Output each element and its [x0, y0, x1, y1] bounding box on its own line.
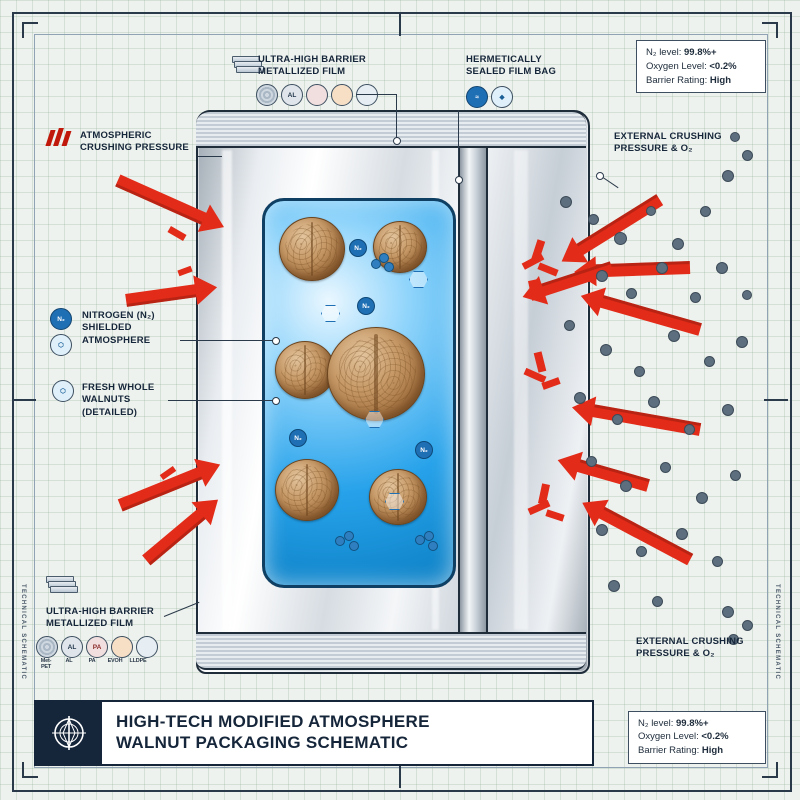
debris-particle: [612, 414, 623, 425]
debris-particle: [646, 206, 656, 216]
chip-lldpe[interactable]: [356, 84, 378, 106]
leader-anchor: [393, 137, 401, 145]
debris-particle: [586, 456, 597, 467]
edge-label-left: TECHNICAL SCHEMATIC: [20, 583, 26, 680]
callout-nitrogen: [82, 310, 155, 347]
walnut: [327, 327, 425, 421]
debris-particle: [742, 620, 753, 631]
callout-line: NITROGEN (N₂): [82, 310, 155, 321]
debris-particle: [660, 462, 671, 473]
callout-line: CRUSHING PRESSURE: [80, 142, 189, 154]
material-chip-labels: [36, 658, 148, 670]
spec-value: <0.2%: [701, 731, 729, 743]
debris-particle: [634, 366, 645, 377]
chip-met-pet[interactable]: [256, 84, 278, 106]
walnut: [275, 341, 335, 399]
chip-evoh[interactable]: [331, 84, 353, 106]
debris-particle: [636, 546, 647, 557]
leader-line: [458, 110, 459, 178]
spec-label: Oxygen Level:: [638, 731, 699, 743]
spec-value: 99.8%+: [676, 717, 709, 729]
impact-burst-mid: [524, 352, 564, 406]
debris-particle: [596, 524, 608, 536]
debris-particle: [560, 196, 572, 208]
edge-label-right: TECHNICAL SCHEMATIC: [774, 583, 780, 680]
callout-line: SEALED FILM BAG: [466, 66, 557, 78]
callout-film-top: [258, 54, 366, 79]
seal-chip-row: [466, 86, 513, 108]
debris-particle: [730, 470, 741, 481]
spec-label: N₂ level:: [646, 47, 682, 58]
debris-particle: [626, 288, 637, 299]
gas-cluster: [415, 531, 437, 549]
debris-particle: [600, 344, 612, 356]
debris-particle: [620, 480, 632, 492]
chip-label-al: AL: [65, 658, 73, 664]
pouch-fin-seal: [458, 110, 488, 670]
seal-icon-chip[interactable]: ≈: [466, 86, 488, 108]
chip-al[interactable]: AL: [61, 636, 83, 658]
impact-burst-upper: [520, 240, 560, 300]
callout-line: (DETAILED): [82, 406, 138, 418]
debris-particle: [716, 262, 728, 274]
hex-molecule: [321, 305, 340, 322]
callout-film-bottom: [46, 606, 154, 631]
debris-particle: [722, 404, 734, 416]
tick-left: [12, 399, 36, 401]
callout-line: FRESH WHOLE: [82, 382, 155, 393]
corner-mark-br: [762, 762, 778, 778]
callout-line: EXTERNAL CRUSHING: [614, 131, 722, 142]
callout-line: ATMOSPHERIC: [80, 130, 152, 141]
debris-particle: [712, 556, 723, 567]
compass-rose-icon: [36, 702, 102, 764]
nitrogen-molecule: N₂: [415, 441, 433, 459]
leader-line: [356, 94, 396, 95]
spec-row: [646, 60, 756, 74]
callout-crushing-pressure: [80, 130, 189, 155]
callout-external-right-bottom: [636, 636, 744, 661]
debris-particle: [614, 232, 627, 245]
callout-line: ULTRA-HIGH BARRIER: [258, 54, 366, 65]
spec-value: <0.2%: [709, 60, 737, 72]
corner-mark-tr: [762, 22, 778, 38]
chip-label-evoh: EVOH: [107, 658, 123, 664]
nitrogen-molecule: N₂: [289, 429, 307, 447]
nitrogen-molecule: N₂: [357, 297, 375, 315]
debris-particle: [574, 392, 586, 404]
leader-anchor: [272, 337, 280, 345]
callout-line: EXTERNAL CRUSHING: [636, 636, 744, 647]
chip-label-met-pet: Met-PET: [40, 658, 52, 670]
chip-hex[interactable]: ⬡: [50, 334, 72, 356]
chip-label-lldpe: LLDPE: [129, 658, 147, 664]
spec-value: 99.8%+: [684, 47, 717, 58]
pressure-bolts-icon: [48, 128, 74, 150]
callout-line: METALLIZED FILM: [46, 618, 134, 630]
leader-anchor: [596, 172, 604, 180]
debris-particle: [742, 150, 753, 161]
spec-label: Oxygen Level:: [646, 60, 707, 72]
callout-line: PRESSURE & O₂: [636, 648, 715, 660]
spec-value: High: [701, 745, 723, 757]
leader-line: [198, 156, 222, 157]
spec-label: Barrier Rating:: [646, 74, 708, 86]
debris-particle: [696, 492, 708, 504]
transparent-window: [262, 198, 456, 588]
callout-line: METALLIZED FILM: [258, 66, 346, 78]
callout-line: HERMETICALLY: [466, 54, 542, 65]
tick-top: [399, 12, 401, 36]
debris-particle: [608, 580, 620, 592]
chip-pa[interactable]: [306, 84, 328, 106]
leader-line: [396, 94, 397, 140]
material-chip-row-top: [256, 84, 378, 106]
tick-right: [764, 399, 788, 401]
walnut: [279, 217, 345, 281]
spec-panel-top: [636, 40, 766, 93]
debris-particle: [588, 214, 599, 225]
debris-particle: [676, 528, 688, 540]
callout-sealed-bag: [466, 54, 556, 79]
pouch-top-seal: [196, 110, 586, 148]
gas-cluster: [335, 531, 357, 549]
chip-evoh[interactable]: [111, 636, 133, 658]
film-layer-stack-icon: [46, 576, 76, 598]
leader-anchor: [455, 176, 463, 184]
debris-particle: [656, 262, 668, 274]
corner-mark-tl: [22, 22, 38, 38]
walnut: [275, 459, 339, 521]
spec-label: Barrier Rating:: [638, 745, 700, 757]
debris-particle: [668, 330, 680, 342]
droplet-icon-chip[interactable]: ◆: [491, 86, 513, 108]
title-line-2: WALNUT PACKAGING SCHEMATIC: [116, 733, 409, 752]
leader-anchor: [272, 397, 280, 405]
leader-line: [168, 400, 276, 401]
title-block: [34, 700, 594, 766]
chip-al[interactable]: AL: [281, 84, 303, 106]
spec-row: [646, 46, 756, 60]
pouch-bottom-seal: [196, 632, 586, 670]
spec-row: [638, 730, 756, 744]
gas-cluster: [371, 253, 393, 271]
debris-particle: [704, 356, 715, 367]
callout-walnuts: [82, 382, 154, 419]
debris-particle: [684, 424, 695, 435]
callout-line: WALNUTS: [82, 394, 131, 406]
callout-line: SHIELDED: [82, 322, 132, 334]
impact-burst-lower: [528, 484, 568, 538]
debris-particle: [736, 336, 748, 348]
hex-shell-icon: [52, 380, 74, 402]
title-line-1: HIGH-TECH MODIFIED ATMOSPHERE: [116, 712, 430, 732]
nitrogen-molecule-icon: [50, 308, 72, 356]
spec-row: [638, 744, 756, 758]
chip-met-pet[interactable]: [36, 636, 58, 658]
nitrogen-molecule: N₂: [349, 239, 367, 257]
chip-walnut-hex[interactable]: ⬡: [52, 380, 74, 402]
debris-particle: [564, 320, 575, 331]
chip-label-pa: PA: [88, 658, 96, 664]
debris-particle: [596, 270, 608, 282]
debris-particle: [652, 596, 663, 607]
tick-bottom: [399, 764, 401, 788]
spec-row: [646, 74, 756, 88]
leader-line: [180, 340, 276, 341]
debris-particle: [672, 238, 684, 250]
chip-lldpe[interactable]: [136, 636, 158, 658]
debris-particle: [730, 132, 740, 142]
spec-row: [638, 717, 756, 731]
callout-line: ULTRA-HIGH BARRIER: [46, 606, 154, 617]
chip-n2[interactable]: N₂: [50, 308, 72, 330]
hex-molecule: [409, 271, 428, 288]
chip-pa[interactable]: PA: [86, 636, 108, 658]
callout-external-right-top: [614, 131, 722, 156]
spec-panel-bottom: [628, 711, 766, 764]
debris-particle: [722, 170, 734, 182]
debris-particle: [742, 290, 752, 300]
material-chip-row-bottom: [36, 636, 158, 658]
debris-particle: [690, 292, 701, 303]
callout-line: PRESSURE & O₂: [614, 143, 693, 155]
debris-particle: [700, 206, 711, 217]
callout-line: ATMOSPHERE: [82, 334, 151, 346]
debris-particle: [648, 396, 660, 408]
spec-label: N₂ level:: [638, 717, 674, 729]
debris-particle: [722, 606, 734, 618]
spec-value: High: [709, 74, 731, 86]
